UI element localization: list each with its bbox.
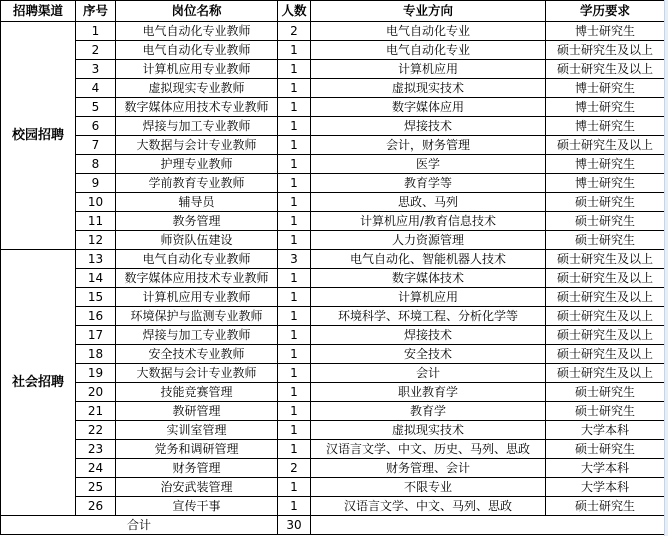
major-direction: 虚拟现实技术 bbox=[311, 421, 546, 440]
table-row bbox=[1, 60, 665, 79]
education-requirement: 硕士研究生 bbox=[546, 193, 665, 212]
row-number: 23 bbox=[76, 440, 116, 459]
major-direction: 职业教育学 bbox=[311, 383, 546, 402]
row-number: 19 bbox=[76, 364, 116, 383]
row-number: 21 bbox=[76, 402, 116, 421]
position-name: 安全技术专业教师 bbox=[116, 345, 278, 364]
headcount: 3 bbox=[278, 250, 311, 269]
major-direction: 环境科学、环境工程、分析化学等 bbox=[311, 307, 546, 326]
header-channel: 招聘渠道 bbox=[1, 1, 76, 22]
headcount: 1 bbox=[278, 383, 311, 402]
position-name: 教研管理 bbox=[116, 402, 278, 421]
headcount: 1 bbox=[278, 421, 311, 440]
headcount: 1 bbox=[278, 402, 311, 421]
headcount: 1 bbox=[278, 345, 311, 364]
row-number: 1 bbox=[76, 22, 116, 41]
table-row bbox=[1, 383, 665, 402]
table-row bbox=[1, 269, 665, 288]
major-direction: 会计 bbox=[311, 364, 546, 383]
table-row bbox=[1, 98, 665, 117]
major-direction: 教育学等 bbox=[311, 174, 546, 193]
headcount: 2 bbox=[278, 459, 311, 478]
headcount: 1 bbox=[278, 79, 311, 98]
row-number: 17 bbox=[76, 326, 116, 345]
row-number: 10 bbox=[76, 193, 116, 212]
table-row bbox=[1, 288, 665, 307]
education-requirement: 硕士研究生 bbox=[546, 383, 665, 402]
row-number: 16 bbox=[76, 307, 116, 326]
table-row bbox=[1, 326, 665, 345]
table-row bbox=[1, 402, 665, 421]
education-requirement: 硕士研究生及以上 bbox=[546, 345, 665, 364]
headcount: 1 bbox=[278, 288, 311, 307]
education-requirement: 博士研究生 bbox=[546, 79, 665, 98]
headcount: 1 bbox=[278, 174, 311, 193]
position-name: 大数据与会计专业教师 bbox=[116, 136, 278, 155]
position-name: 计算机应用专业教师 bbox=[116, 60, 278, 79]
table-row bbox=[1, 193, 665, 212]
table-row bbox=[1, 250, 665, 269]
major-direction: 焊接技术 bbox=[311, 326, 546, 345]
headcount: 1 bbox=[278, 136, 311, 155]
row-number: 3 bbox=[76, 60, 116, 79]
table-row bbox=[1, 22, 665, 41]
position-name: 治安武装管理 bbox=[116, 478, 278, 497]
education-requirement: 硕士研究生及以上 bbox=[546, 307, 665, 326]
table-row bbox=[1, 41, 665, 60]
headcount: 1 bbox=[278, 307, 311, 326]
row-number: 18 bbox=[76, 345, 116, 364]
row-number: 15 bbox=[76, 288, 116, 307]
row-number: 2 bbox=[76, 41, 116, 60]
education-requirement: 硕士研究生 bbox=[546, 402, 665, 421]
headcount: 1 bbox=[278, 440, 311, 459]
row-number: 24 bbox=[76, 459, 116, 478]
table-row bbox=[1, 421, 665, 440]
education-requirement: 硕士研究生及以上 bbox=[546, 60, 665, 79]
position-name: 电气自动化专业教师 bbox=[116, 41, 278, 60]
headcount: 1 bbox=[278, 98, 311, 117]
education-requirement: 博士研究生 bbox=[546, 174, 665, 193]
position-name: 计算机应用专业教师 bbox=[116, 288, 278, 307]
total-count: 30 bbox=[278, 516, 311, 535]
table-row bbox=[1, 478, 665, 497]
headcount: 1 bbox=[278, 478, 311, 497]
education-requirement: 大学本科 bbox=[546, 478, 665, 497]
major-direction: 医学 bbox=[311, 155, 546, 174]
position-name: 焊接与加工专业教师 bbox=[116, 117, 278, 136]
major-direction: 会计，财务管理 bbox=[311, 136, 546, 155]
table-row bbox=[1, 79, 665, 98]
total-label: 合计 bbox=[1, 516, 278, 535]
headcount: 1 bbox=[278, 326, 311, 345]
position-name: 环境保护与监测专业教师 bbox=[116, 307, 278, 326]
position-name: 师资队伍建设 bbox=[116, 231, 278, 250]
table-row bbox=[1, 155, 665, 174]
major-direction: 数字媒体技术 bbox=[311, 269, 546, 288]
position-name: 虚拟现实专业教师 bbox=[116, 79, 278, 98]
headcount: 1 bbox=[278, 41, 311, 60]
headcount: 2 bbox=[278, 22, 311, 41]
education-requirement: 硕士研究生及以上 bbox=[546, 41, 665, 60]
table-row bbox=[1, 307, 665, 326]
row-number: 5 bbox=[76, 98, 116, 117]
header-position: 岗位名称 bbox=[116, 1, 278, 22]
major-direction: 虚拟现实技术 bbox=[311, 79, 546, 98]
position-name: 数字媒体应用技术专业教师 bbox=[116, 98, 278, 117]
headcount: 1 bbox=[278, 117, 311, 136]
position-name: 财务管理 bbox=[116, 459, 278, 478]
row-number: 4 bbox=[76, 79, 116, 98]
education-requirement: 大学本科 bbox=[546, 421, 665, 440]
headcount: 1 bbox=[278, 212, 311, 231]
position-name: 大数据与会计专业教师 bbox=[116, 364, 278, 383]
education-requirement: 博士研究生 bbox=[546, 155, 665, 174]
position-name: 电气自动化专业教师 bbox=[116, 22, 278, 41]
major-direction: 电气自动化专业 bbox=[311, 41, 546, 60]
headcount: 1 bbox=[278, 60, 311, 79]
table-row bbox=[1, 497, 665, 516]
row-number: 26 bbox=[76, 497, 116, 516]
education-requirement: 硕士研究生及以上 bbox=[546, 364, 665, 383]
table-row bbox=[1, 345, 665, 364]
channel-cell: 社会招聘 bbox=[1, 250, 76, 516]
row-number: 8 bbox=[76, 155, 116, 174]
table-row bbox=[1, 174, 665, 193]
education-requirement: 硕士研究生 bbox=[546, 440, 665, 459]
education-requirement: 硕士研究生 bbox=[546, 231, 665, 250]
education-requirement: 硕士研究生及以上 bbox=[546, 136, 665, 155]
major-direction: 电气自动化、智能机器人技术 bbox=[311, 250, 546, 269]
row-number: 20 bbox=[76, 383, 116, 402]
education-requirement: 博士研究生 bbox=[546, 117, 665, 136]
channel-cell: 校园招聘 bbox=[1, 22, 76, 250]
major-direction: 汉语言文学、中文、历史、马列、思政 bbox=[311, 440, 546, 459]
major-direction: 安全技术 bbox=[311, 345, 546, 364]
major-direction: 计算机应用 bbox=[311, 60, 546, 79]
headcount: 1 bbox=[278, 155, 311, 174]
row-number: 12 bbox=[76, 231, 116, 250]
major-direction: 汉语言文学、中文、马列、思政 bbox=[311, 497, 546, 516]
row-number: 9 bbox=[76, 174, 116, 193]
position-name: 宣传干事 bbox=[116, 497, 278, 516]
table-row bbox=[1, 364, 665, 383]
education-requirement: 大学本科 bbox=[546, 459, 665, 478]
table-row bbox=[1, 459, 665, 478]
education-requirement: 硕士研究生及以上 bbox=[546, 269, 665, 288]
education-requirement: 硕士研究生及以上 bbox=[546, 288, 665, 307]
row-number: 14 bbox=[76, 269, 116, 288]
position-name: 护理专业教师 bbox=[116, 155, 278, 174]
headcount: 1 bbox=[278, 364, 311, 383]
position-name: 教务管理 bbox=[116, 212, 278, 231]
table-row bbox=[1, 212, 665, 231]
position-name: 数字媒体应用技术专业教师 bbox=[116, 269, 278, 288]
major-direction: 思政、马列 bbox=[311, 193, 546, 212]
header-row bbox=[1, 1, 665, 22]
headcount: 1 bbox=[278, 497, 311, 516]
row-number: 22 bbox=[76, 421, 116, 440]
window-edge bbox=[664, 0, 668, 536]
table-body bbox=[1, 22, 665, 516]
row-number: 7 bbox=[76, 136, 116, 155]
major-direction: 财务管理、会计 bbox=[311, 459, 546, 478]
header-major: 专业方向 bbox=[311, 1, 546, 22]
position-name: 技能竞赛管理 bbox=[116, 383, 278, 402]
major-direction: 教育学 bbox=[311, 402, 546, 421]
education-requirement: 博士研究生 bbox=[546, 22, 665, 41]
row-number: 6 bbox=[76, 117, 116, 136]
row-number: 25 bbox=[76, 478, 116, 497]
education-requirement: 硕士研究生 bbox=[546, 212, 665, 231]
education-requirement: 硕士研究生 bbox=[546, 497, 665, 516]
position-name: 辅导员 bbox=[116, 193, 278, 212]
table-row bbox=[1, 440, 665, 459]
header-education: 学历要求 bbox=[546, 1, 665, 22]
major-direction: 计算机应用/教育信息技术 bbox=[311, 212, 546, 231]
total-empty bbox=[311, 516, 665, 535]
headcount: 1 bbox=[278, 269, 311, 288]
position-name: 焊接与加工专业教师 bbox=[116, 326, 278, 345]
major-direction: 不限专业 bbox=[311, 478, 546, 497]
major-direction: 焊接技术 bbox=[311, 117, 546, 136]
major-direction: 数字媒体应用 bbox=[311, 98, 546, 117]
major-direction: 电气自动化专业 bbox=[311, 22, 546, 41]
header-number: 序号 bbox=[76, 1, 116, 22]
major-direction: 人力资源管理 bbox=[311, 231, 546, 250]
education-requirement: 硕士研究生及以上 bbox=[546, 326, 665, 345]
position-name: 实训室管理 bbox=[116, 421, 278, 440]
table-row bbox=[1, 136, 665, 155]
row-number: 11 bbox=[76, 212, 116, 231]
total-row bbox=[1, 516, 665, 535]
header-count: 人数 bbox=[278, 1, 311, 22]
education-requirement: 博士研究生 bbox=[546, 98, 665, 117]
table-row bbox=[1, 117, 665, 136]
table-row bbox=[1, 231, 665, 250]
position-name: 电气自动化专业教师 bbox=[116, 250, 278, 269]
major-direction: 计算机应用 bbox=[311, 288, 546, 307]
position-name: 学前教育专业教师 bbox=[116, 174, 278, 193]
headcount: 1 bbox=[278, 193, 311, 212]
headcount: 1 bbox=[278, 231, 311, 250]
row-number: 13 bbox=[76, 250, 116, 269]
position-name: 党务和调研管理 bbox=[116, 440, 278, 459]
education-requirement: 硕士研究生及以上 bbox=[546, 250, 665, 269]
